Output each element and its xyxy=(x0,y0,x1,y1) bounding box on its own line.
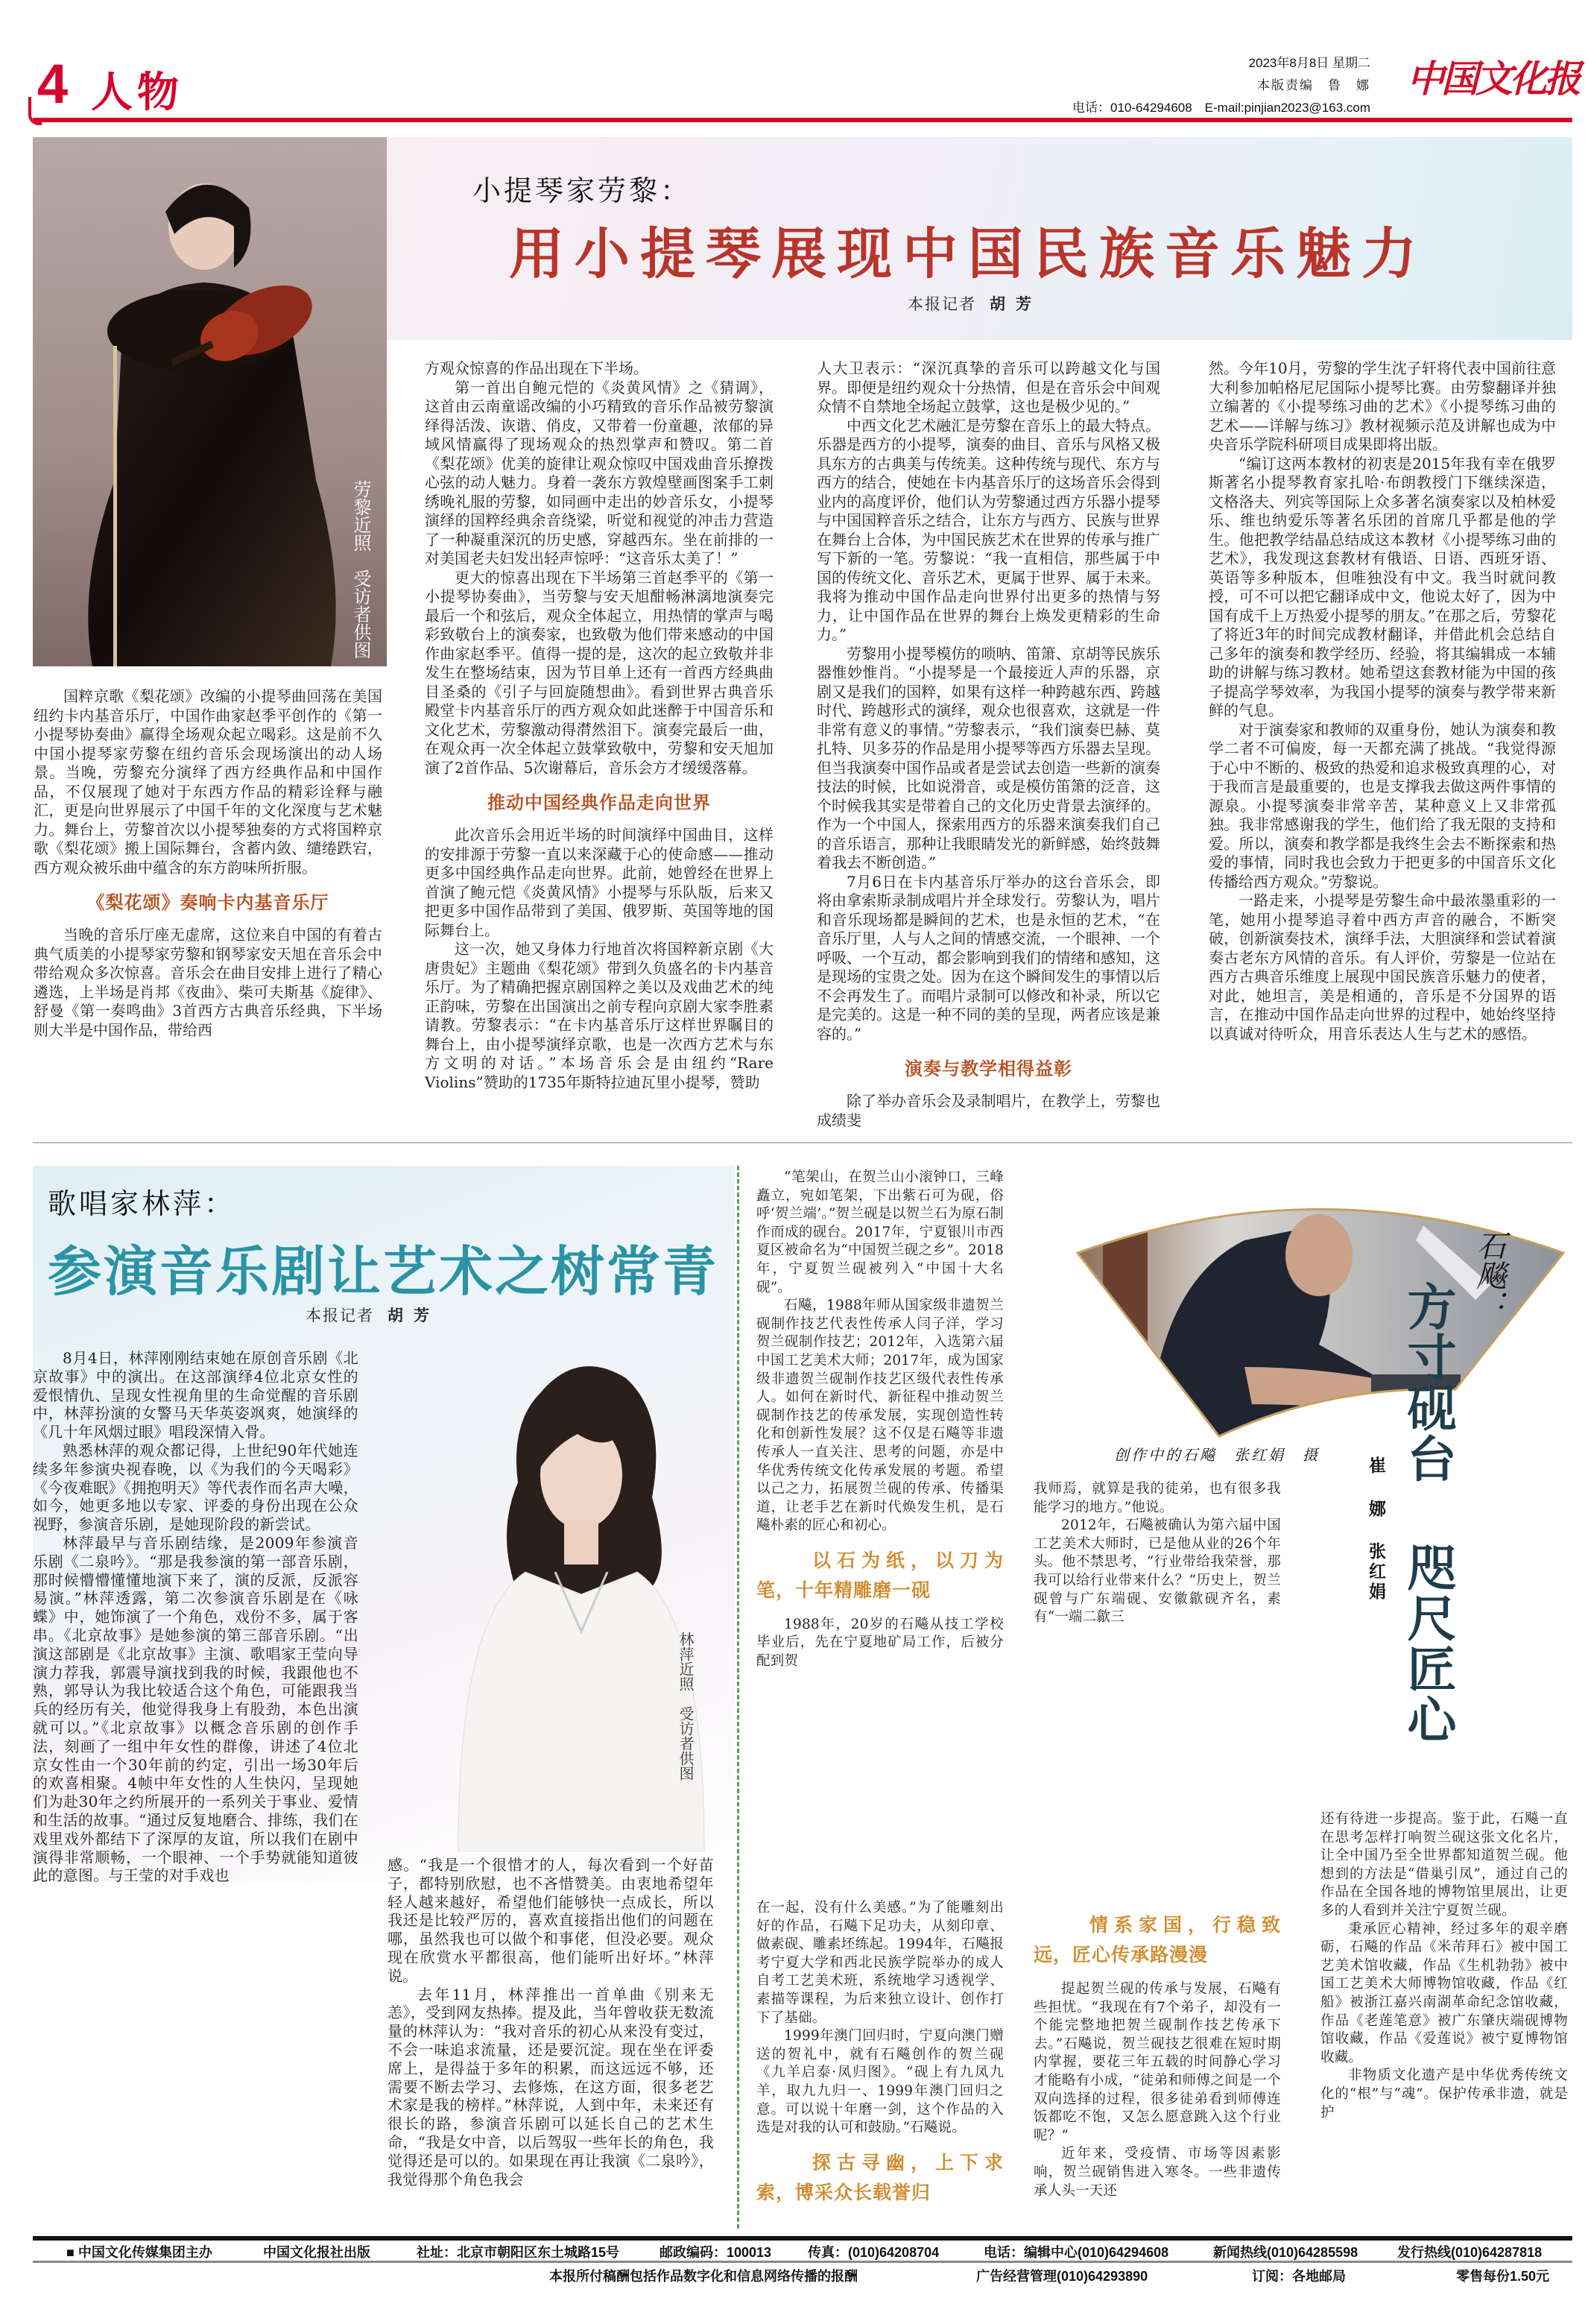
footer-phone: 电话：编辑中心(010)64294608 xyxy=(984,2245,1169,2260)
paragraph: 我师焉，就算是我的徒弟，也有很多我能学习的地方。”他说。 xyxy=(1034,1481,1281,1515)
paragraph: 林萍最早与音乐剧结缘，是2009年参演音乐剧《二泉吟》。“那是我参演的第一部音乐剧，那时候懵懵懂懂地演下来了，演的反派，反派容易演。”林萍透露，第二次参演音乐剧是在《咏蝶》中，她饰演了一个角色，戏份不多，属于客串。《北京故事》是她参演的第三部音乐剧。“出演这部剧是《北京故事》主演、歌唱家王莹向导演力荐我，郭震导演找到我的时候，我跟他也不熟，郭导认为我比较适合这个角色，可能跟我当兵的经历有关，他觉得我身上有股劲，本色出演就可以。”《北京故事》以概念音乐剧的创作手法，刻画了一组中年女性的群像，讲述了4位北京女性由一个30年前的约定，引出一场30年后的欢喜相聚。4帧中年女性的人生快闪，呈现她们为赴30年之约所展开的一系列关于事业、爱情和生活的故事。“通过反复地磨合、排练，我们在戏里戏外都结下了深厚的友谊，所以我们在剧中演得非常顺畅，一个眼神、一个手势就能知道彼此的意图。与王莹的对手戏也 xyxy=(33,1533,358,1885)
article-kicker: 小提琴家劳黎： xyxy=(472,174,692,207)
paragraph: 2012年，石飚被确认为第六届中国工艺美术大师时，已是他从业的26个年头。他不禁思考，“行业带给我荣誉，那我可以给行业带来什么？”历史上，贺兰砚曾与广东端砚、安徽歙砚齐名，素有“一端二歙三 xyxy=(1034,1518,1281,1626)
paragraph: 在一起，没有什么美感。”为了能雕刻出好的作品，石飚下足功夫，从刻印章、做素砚、雕素坯练起。1994年，石飚报考宁夏大学和西北民族学院举办的成人自考工艺美术班，系统地学习透视学、素描等课程，为后来独立设计、创作打下了基础。 xyxy=(756,1900,1004,2026)
section-title: 人物 xyxy=(91,68,183,117)
paragraph: 7月6日在卡内基音乐厅举办的这台音乐会，即将由拿索斯录制成唱片并全球发行。劳黎认为，唱片和音乐现场都是瞬间的艺术，也是永恒的艺术，“在音乐厅里，人与人之间的情感交流，一个眼神、一个呼吸、一个互动，都会影响到我们的情绪和感知，这是现场的宝贵之处。因为在这个瞬间发生的事情以后不会再发生了。而唱片录制可以修改和补录，所以它是完美的。这是一种不同的美的呈现，两者应该是兼容的。” xyxy=(817,872,1160,1043)
paragraph: 除了举办音乐会及录制唱片，在教学上，劳黎也成绩斐 xyxy=(817,1092,1160,1129)
footer-press: 中国文化报社出版 xyxy=(263,2245,370,2260)
footer-price: 零售每份1.50元 xyxy=(1456,2269,1550,2284)
article-column xyxy=(425,359,774,1092)
article-column xyxy=(387,1856,714,2188)
footer-royalty-note: 本报所付稿酬包括作品数字化和信息网络传播的报酬 xyxy=(549,2269,858,2284)
byline-name: 胡芳 xyxy=(990,295,1042,313)
page-number: 4 xyxy=(37,53,69,115)
article-title-line1: 方寸砚台 xyxy=(1399,1281,1457,1484)
article-column xyxy=(756,1899,1004,2218)
paragraph: 人大卫表示：“深沉真挚的音乐可以跨越文化与国界。即便是纽约观众十分热情，但是在音乐会中间观众情不自禁地全场起立鼓掌，这也是极少见的。” xyxy=(817,359,1160,415)
paragraph: 第一首出自鲍元恺的《炎黄风情》之《猜调》，这首由云南童谣改编的小巧精致的音乐作品被劳黎演绎得活泼、诙谐、俏皮，又带着一份童趣，浓郁的异域风情赢得了现场观众的热烈掌声和赞叹。第二首《梨花颂》优美的旋律让观众惊叹中国戏曲音乐撩拨心弦的动人魅力。身着一袭东方敦煌壁画图案手工刺绣晚礼服的劳黎，如同画中走出的妙音乐女，小提琴演绎的国粹经典余音绕梁，听觉和视觉的冲击力营造了一种凝重深沉的历史感，穿越西东。坐在前排的一对美国老夫妇发出轻声惊呼：“这音乐太美了！” xyxy=(425,378,774,567)
photo-caption: 创作中的石飚 张红娟 摄 xyxy=(1114,1446,1320,1464)
article-column xyxy=(1034,1900,1281,2200)
paragraph: 当晚的音乐厅座无虚席，这位来自中国的有着古典气质美的小提琴家劳黎和钢琴家安天旭在音乐会中带给观众多次惊喜。音乐会在曲目安排上进行了精心遴选，上半场是肖邦《夜曲》、柴可夫斯基《旋律》、舒曼《第一奏鸣曲》3首西方古典音乐经典，下半场则大半是中国作品，带给西 xyxy=(34,926,382,1039)
section-heading: 以石为纸，以刀为笔，十年精雕磨一砚 xyxy=(756,1549,1004,1601)
byline-label: 本报记者 xyxy=(908,295,976,313)
newspaper-logo: 中国文化报 xyxy=(1407,57,1578,101)
paragraph: 国粹京歌《梨花颂》改编的小提琴曲回荡在美国纽约卡内基音乐厅，中国作曲家赵季平创作的《第一小提琴协奏曲》赢得全场观众起立喝彩。这是前不久中国小提琴家劳黎在纽约音乐会现场演出的动人场景。当晚，劳黎充分演绎了西方经典作品和中国作品，不仅展现了她对于东西方作品的精彩诠释与融汇，更是向世界展示了中国千年的文化深度与艺术魅力。舞台上，劳黎首次以小提琴独奏的方式将国粹京歌《梨花颂》搬上国际舞台，含蓄内敛、缱绻跌宕，西方观众被乐曲中蕴含的东方韵味所折服。 xyxy=(34,687,382,877)
section-heading: 情系家国，行稳致远，匠心传承路漫漫 xyxy=(1034,1914,1281,1965)
section-heading: 推动中国经典作品走向世界 xyxy=(487,792,711,813)
footer-ad-contact: 广告经营管理(010)64293890 xyxy=(976,2269,1148,2284)
header-rule xyxy=(33,118,1572,122)
paragraph: 熟悉林萍的观众都记得，上世纪90年代她连续多年参演央视春晚，以《为我们的今天喝彩》《今夜难眠》《拥抱明天》等代表作而名声大噪，如今，她更多地以专家、评委的身份出现在公众视野，参演音乐剧，是她现阶段的新尝试。 xyxy=(33,1441,358,1534)
section-heading: 探古寻幽，上下求索，博采众长载誉归 xyxy=(756,2151,1004,2203)
footer-rule xyxy=(33,2236,1572,2241)
byline-label: 本报记者 xyxy=(306,1307,374,1324)
paragraph: 方观众惊喜的作品出现在下半场。 xyxy=(425,359,648,377)
section-divider xyxy=(33,1142,1572,1143)
issue-date: 2023年8月8日 星期二 xyxy=(1248,56,1370,70)
paragraph: 此次音乐会用近半场的时间演绎中国曲目，这样的安排源于劳黎一直以来深藏于心的使命感——推动更多中国经典作品走向世界。此前，她曾经在世界上首演了鲍元恺《炎黄风情》小提琴与乐队版，后来又把更多中国作品带到了美国、俄罗斯、英国等地的国际舞台上。 xyxy=(425,826,774,939)
article-title: 参演音乐剧让艺术之树常青 xyxy=(48,1240,719,1303)
paragraph: 这一次，她又身体力行地首次将国粹新京剧《大唐贵妃》主题曲《梨花颂》带到久负盛名的卡内基音乐厅。为了精确把握京剧国粹之美以及戏曲艺术的纯正韵味，劳黎在出国演出之前专程向京剧大家李胜素请教。劳黎表示：“在卡内基音乐厅这样世界瞩目的舞台上，由小提琴演绎京歌，也是一次西方艺术与东方文明的对话。”本场音乐会是由纽约“Rare Violins”赞助的1735年斯特拉迪瓦里小提琴，赞助 xyxy=(425,940,774,1091)
paragraph: 对于演奏家和教师的双重身份，她认为演奏和教学二者不可偏废，每一天都充满了挑战。“我觉得源于心中不断的、极致的热爱和追求极致真理的心，对于我而言是最重要的，也是支撑我去做这两件事情的源泉。小提琴演奏非常辛苦，某种意义上又非常孤独。我非常感谢我的学生，他们给了我无限的支持和爱。所以，演奏和教学都是我终生会去不断探索和热爱的事情，同时我也会致力于把更多的中国音乐文化传播给西方观众。”劳黎说。 xyxy=(1209,720,1556,891)
paragraph: “编订这两本教材的初衷是2015年我有幸在俄罗斯著名小提琴教育家扎哈·布朗教授门下继续深造，文格洛夫、列宾等国际上众多著名演奏家以及柏林爱乐、维也纳爱乐等著名乐团的首席几乎都是他的学生。他把教学结晶总结成这本教材《小提琴练习曲的艺术》，我发现这套教材有俄语、日语、西班牙语、英语等多种版本，但唯独没有中文。我当时就问教授，可不可以把它翻译成中文，他说太好了，因为中国有成千上万热爱小提琴的朋友。”在那之后，劳黎花了将近3年的时间完成教材翻译，并借此机会总结自己多年的演奏和教学经历、经验，将其编辑成一本辅助的讲解与练习教材。她希望这套教材能为中国的孩子提高学琴效率，为我国小提琴的演奏与教学带来新鲜的气息。 xyxy=(1209,454,1556,719)
paragraph: 中西文化艺术融汇是劳黎在音乐上的最大特点。乐器是西方的小提琴，演奏的曲目、音乐与风格又极具东方的古典美与传统美。这种传统与现代、东方与西方的结合，使她在卡内基音乐厅的这场音乐会得到业内的高度评价，他们认为劳黎通过西方乐器小提琴与中国国粹音乐之结合，让东方与西方、民族与世界在舞台上合体，为中国民族艺术在世界的传承与推广写下新的一笔。劳黎说：“我一直相信，那些属于中国的传统文化、音乐艺术，更属于世界、属于未来。我将为推动中国作品走向世界付出更多的热情与努力，让中国作品在世界的舞台上焕发更精彩的生命力。” xyxy=(817,416,1160,643)
footer-address: 社址：北京市朝阳区东土城路15号 xyxy=(417,2245,620,2260)
footer-postcode: 邮政编码：100013 xyxy=(659,2245,772,2260)
lao-li-photo xyxy=(33,137,387,666)
paragraph: 1999年澳门回归时，宁夏向澳门赠送的贺礼中，就有石飚创作的贺兰砚《九羊启泰·凤归图》。“砚上有九凤九羊，取九九归一、1999年澳门回归之意。可以说十年磨一剑，这个作品的入选是对我的认可和鼓励。”石飚说。 xyxy=(756,2028,1004,2136)
footer-subscription: 订阅：各地邮局 xyxy=(1252,2269,1346,2284)
article-title: 用小提琴展现中国民族音乐魅力 xyxy=(509,222,1427,286)
article-column xyxy=(33,1349,358,1885)
author-2: 张红娟 xyxy=(1366,1542,1385,1603)
paragraph: 劳黎用小提琴模仿的唢呐、笛箫、京胡等民族乐器惟妙惟肖。“小提琴是一个最接近人声的乐器，京剧又是我们的国粹，如果有这样一种跨越东西、跨越时代、跨越形式的演绎，观众也很喜欢，这就是一件非常有意义的事情。”劳黎表示，“我们演奏巴赫、莫扎特、贝多芬的作品是用小提琴等西方乐器去呈现。但当我演奏中国作品或者是尝试去创造一些新的演奏技法的时候，比如说滑音，或是模仿笛箫的泛音，这个时候我其实是带着自己的文化历史背景去演绎的。作为一个中国人，探索用西方的乐器来演奏我们自己的音乐语言，那种让我眼睛发光的新鲜感，始终鼓舞着我去不断创造。” xyxy=(817,644,1160,871)
article-column xyxy=(817,359,1160,1130)
footer-rule-2 xyxy=(33,2261,1572,2263)
article-column xyxy=(34,687,382,1040)
paragraph: “笔架山，在贺兰山小滚钟口，三峰矗立，宛如笔架，下出紫石可为砚，俗呼‘贺兰端’。”贺兰砚是以贺兰石为原石制作而成的砚台。2017年，宁夏银川市西夏区被命名为“中国贺兰砚之乡”。2018年，宁夏贺兰砚被列入“中国十大名砚”。 xyxy=(756,1169,1004,1295)
footer-news-hotline: 新闻热线(010)64285598 xyxy=(1213,2245,1358,2260)
lin-ping-photo xyxy=(428,1348,727,1851)
section-heading: 《梨花颂》奏响卡内基音乐厅 xyxy=(86,892,329,913)
article-kicker: 石飚： xyxy=(1472,1231,1506,1320)
page-editor: 本版责编 鲁 娜 xyxy=(1257,78,1370,92)
paragraph: 秉承匠心精神，经过多年的艰辛磨砺，石飚的作品《米芾拜石》被中国工艺美术馆收藏，作品《生机勃勃》被中国工艺美术大师博物馆收藏，作品《红船》被浙江嘉兴南湖革命纪念馆收藏，作品《老莲笔意》被广东肇庆端砚博物馆收藏，作品《爱莲说》被宁夏博物馆收藏。 xyxy=(1320,1921,1568,2065)
paragraph: 提起贺兰砚的传承与发展，石飚有些担忧。“我现在有7个弟子，却没有一个能完整地把贺兰砚制作技艺传承下去。”石飚说，贺兰砚技艺很难在短时期内掌握，要花三年五载的时间静心学习才能略有小成，“徒弟和师傅之间是一个双向选择的过程，很多徒弟看到师傅连饭都吃不饱，又怎么愿意跳入这个行业呢？” xyxy=(1034,1981,1281,2144)
byline-name: 胡芳 xyxy=(387,1307,440,1324)
article-title-line2: 咫尺匠心 xyxy=(1399,1542,1457,1745)
article-column xyxy=(1209,359,1556,1043)
paragraph: 感。“我是一个很惜才的人，每次看到一个好苗子，都特别欣慰，也不吝惜赞美。由衷地希望年轻人越来越好，希望他们能够快一点成长，所以我还是比较严厉的，喜欢直接指出他们的问题在哪，虽然我也可以做个和事佬，但没必要。观众现在欣赏水平都很高，他们能听出好坏。”林萍说。 xyxy=(387,1856,714,1985)
byline xyxy=(306,1304,440,1326)
paragraph: 石飚，1988年师从国家级非遗贺兰砚制作技艺代表性传承人闫子洋，学习贺兰砚制作技艺；2012年，入选第六届中国工艺美术大师；2017年，成为国家级非遗贺兰砚制作技艺区级代表性传承人。如何在新时代、新征程中推动贺兰砚制作技艺的传承发展，实现创造性转化和创新性发展？这不仅是石飚等非遗传承人一直关注、思考的问题，亦是中华优秀传统文化传承发展的考题。希望以己之力，拓展贺兰砚的传承、传播渠道，让老手艺在新时代焕发生机，是石飚朴素的匠心和初心。 xyxy=(756,1298,1004,1534)
paragraph: 非物质文化遗产是中华优秀传统文化的“根”与“魂”。保护传承非遗，就是护 xyxy=(1320,2068,1568,2121)
article-column xyxy=(1034,1480,1281,1627)
footer-fax: 传真：(010)64208704 xyxy=(808,2245,940,2260)
article-column xyxy=(756,1169,1004,1671)
paragraph: 近年来，受疫情、市场等因素影响，贺兰砚销售进入寒冬。一些非遗传承人头一天还 xyxy=(1034,2146,1281,2199)
paragraph: 1988年，20岁的石飚从技工学校毕业后，先在宁夏地矿局工作，后被分配到贺 xyxy=(756,1616,1004,1670)
article-column xyxy=(1320,1810,1568,2122)
paragraph: 更大的惊喜出现在下半场第三首赵季平的《第一小提琴协奏曲》，当劳黎与安天旭酣畅淋漓地演奏完最后一个和弦后，观众全体起立，用热情的掌声与喝彩致敬台上的演奏家，也致敬为他们带来感动的中国作曲家赵季平。值得一提的是，这次的起立致敬并非发生在整场结束，因为节目单上还有一首西方经典曲目圣桑的《引子与回旋随想曲》。看到世界古典音乐殿堂卡内基音乐厅的西方观众如此迷醉于中国音乐和文化艺术，劳黎激动得潸然泪下。演奏完最后一曲，在观众再一次全体起立鼓掌致敬中，劳黎和安天旭加演了2首作品、5次谢幕后，音乐会方才缓缓落幕。 xyxy=(425,568,774,777)
paragraph: 一路走来，小提琴是劳黎生命中最浓墨重彩的一笔，她用小提琴追寻着中西方声音的融合，不断突破，创新演奏技术，演绎手法，大胆演绎和尝试着演奏古老东方风情的音乐。有人评价，劳黎是一位站在西方古典音乐维度上展现中国民族音乐魅力的使者，对此，她坦言，美是相通的，音乐是不分国界的语言，在推动中国作品走向世界的过程中，她始终坚持以真诚对待听众，用音乐表达人生与艺术的感悟。 xyxy=(1209,891,1556,1043)
article-kicker: 歌唱家林萍： xyxy=(48,1187,236,1220)
contact-info: 电话：010-64294608 E-mail:pinjian2023@163.com xyxy=(1072,101,1370,115)
author-1: 崔 娜 xyxy=(1366,1456,1385,1521)
column-separator xyxy=(737,1166,739,2229)
photo-caption: 林萍近照 受访者供图 xyxy=(677,1632,695,1781)
photo-caption: 劳黎近照 受访者供图 xyxy=(350,480,371,659)
paragraph: 8月4日，林萍刚刚结束她在原创音乐剧《北京故事》中的演出。在这部演绎4位北京女性的爱恨情仇、呈现女性视角里的生命觉醒的音乐剧中，林萍扮演的女警马天华英姿飒爽，她演绎的《几十年风烟过眼》唱段深情入骨。 xyxy=(33,1349,358,1442)
section-heading: 演奏与教学相得益彰 xyxy=(905,1058,1072,1079)
paragraph: 然。今年10月，劳黎的学生沈子轩将代表中国前往意大利参加帕格尼尼国际小提琴比赛。由劳黎翻译并独立编著的《小提琴练习曲的艺术》《小提琴练习曲的艺术——详解与练习》教材视频示范及讲解也成为中央音乐学院科研项目成果即将出版。 xyxy=(1209,359,1556,453)
footer-publisher: ■ 中国文化传媒集团主办 xyxy=(66,2245,212,2260)
byline xyxy=(908,292,1042,315)
footer-distribution-hotline: 发行热线(010)64287818 xyxy=(1397,2245,1543,2260)
paragraph: 还有待进一步提高。鉴于此，石飚一直在思考怎样打响贺兰砚这张文化名片，让全中国乃至全世界都知道贺兰砚。他想到的方法是“借巢引凤”，通过自己的作品在全国各地的博物馆里展出，让更多的人看到并关注宁夏贺兰砚。 xyxy=(1320,1811,1568,1919)
paragraph: 去年11月，林萍推出一首单曲《别来无恙》，受到网友热捧。提及此，当年曾收获无数流量的林萍认为：“我对音乐的初心从来没有变过，不会一味追求流量，还是要沉淀。现在坐在评委席上，是得益于多年的积累，而这远远不够，还需要不断去学习、去修炼，在这方面，很多老艺术家是我的榜样。”林萍说，人到中年，未来还有很长的路，参演音乐剧可以延长自己的艺术生命，“我是女中音，以后驾驭一些年长的角色，我觉得还是可以的。如果现在再让我演《二泉吟》，我觉得那个角色我会 xyxy=(387,1985,714,2188)
